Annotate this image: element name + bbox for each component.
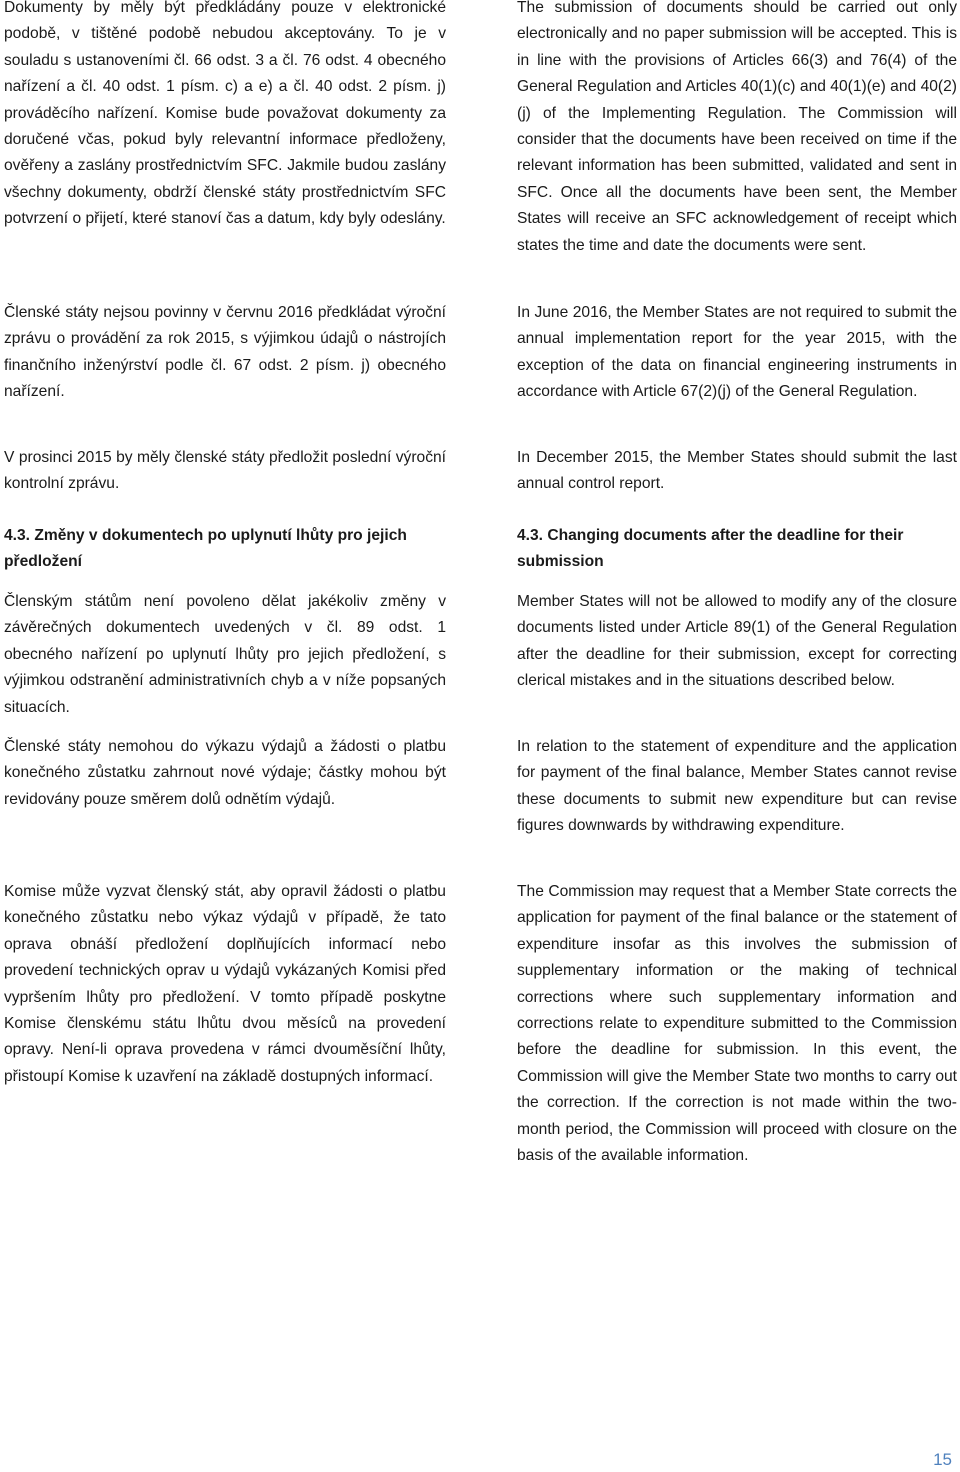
en-paragraph-expenditure: In relation to the statement of expenditure and the application for payment of the final balance, Member States cannot revise these documents to submit new expenditure but can revise figures downwards by withdrawing expenditure.: [517, 738, 957, 835]
cz-paragraph-control-report: V prosinci 2015 by měly členské státy předložit poslední výroční kontrolní zprávu.: [4, 449, 446, 493]
en-paragraph-submission: The submission of documents should be carried out only electronically and no paper submission will be accepted. This is in line with the provisions of Articles 66(3) and 76(4) of the General Regulation and Articles 40(1)(c) and 40(1)(e) and 40(2)(j) of the Implementing Regulation. The Commission will consider that the documents have been received on time if the relevant information has been submitted, validated and sent in SFC. Once all the documents have been sent, the Member States will receive an SFC acknowledgement of receipt which states the time and date the documents were sent.: [517, 0, 957, 254]
cz-paragraph-annual-report: Členské státy nejsou povinny v červnu 2016 předkládat výroční zprávu o provádění za rok 2015, s výjimkou údajů o nástrojích finančního inženýrství podle čl. 67 odst. 2 písm. j) obecného nařízení.: [4, 304, 446, 401]
page-number: 15: [933, 1450, 952, 1469]
en-paragraph-control-report: In December 2015, the Member States should submit the last annual control report.: [517, 449, 957, 493]
cz-section-heading: 4.3. Změny v dokumentech po uplynutí lhůty pro jejich předložení: [4, 527, 407, 571]
cz-paragraph-commission-request: Komise může vyzvat členský stát, aby opravil žádosti o platbu konečného zůstatku nebo výkaz výdajů v případě, že tato oprava obnáší předložení doplňujících informací nebo provedení technických oprav u výdajů vykázaných Komisi před vypršením lhůty pro předložení. V tomto případě poskytne Komise členskému státu lhůtu dvou měsíců na provedení opravy. Není-li oprava provedena v rámci dvouměsíční lhůty, přistoupí Komise k uzavření na základě dostupných informací.: [4, 883, 446, 1085]
en-section-heading: 4.3. Changing documents after the deadline for their submission: [517, 527, 904, 571]
en-paragraph-commission-request: The Commission may request that a Member State corrects the application for payment of the final balance or the statement of expenditure insofar as this involves the submission of supplementary information or the making of technical corrections where such supplementary information and corrections relate to expenditure submitted to the Commission before the deadline for submission. In this event, the Commission will give the Member State two months to carry out the correction. If the correction is not made within the two-month period, the Commission will proceed with closure on the basis of the available information.: [517, 883, 957, 1165]
en-paragraph-changes: Member States will not be allowed to modify any of the closure documents listed under Article 89(1) of the General Regulation after the deadline for their submission, except for correcting clerical mistakes and in the situations described below.: [517, 593, 957, 690]
cz-paragraph-submission: Dokumenty by měly být předkládány pouze v elektronické podobě, v tištěné podobě nebudou akceptovány. To je v souladu s ustanoveními čl. 66 odst. 3 a čl. 76 odst. 4 obecného nařízení a čl. 40 odst. 1 písm. c) a e) a čl. 40 odst. 2 písm. j) prováděcího nařízení. Komise bude považovat dokumenty za doručené včas, pokud byly relevantní informace předloženy, ověřeny a zaslány prostřednictvím SFC. Jakmile budou zaslány všechny dokumenty, obdrží členské státy prostřednictvím SFC potvrzení o přijetí, které stanoví čas a datum, kdy byly odeslány.: [4, 0, 446, 228]
en-paragraph-annual-report: In June 2016, the Member States are not required to submit the annual implementation report for the year 2015, with the exception of the data on financial engineering instruments in accordance with Article 67(2)(j) of the General Regulation.: [517, 304, 957, 401]
cz-paragraph-changes: Členským státům není povoleno dělat jakékoliv změny v závěrečných dokumentech uvedených v čl. 89 odst. 1 obecného nařízení po uplynutí lhůty pro jejich předložení, s výjimkou odstranění administrativních chyb a v níže popsaných situacích.: [4, 593, 446, 716]
cz-paragraph-expenditure: Členské státy nemohou do výkazu výdajů a žádosti o platbu konečného zůstatku zahrnout nové výdaje; částky mohou být revidovány pouze směrem dolů odnětím výdajů.: [4, 738, 446, 808]
